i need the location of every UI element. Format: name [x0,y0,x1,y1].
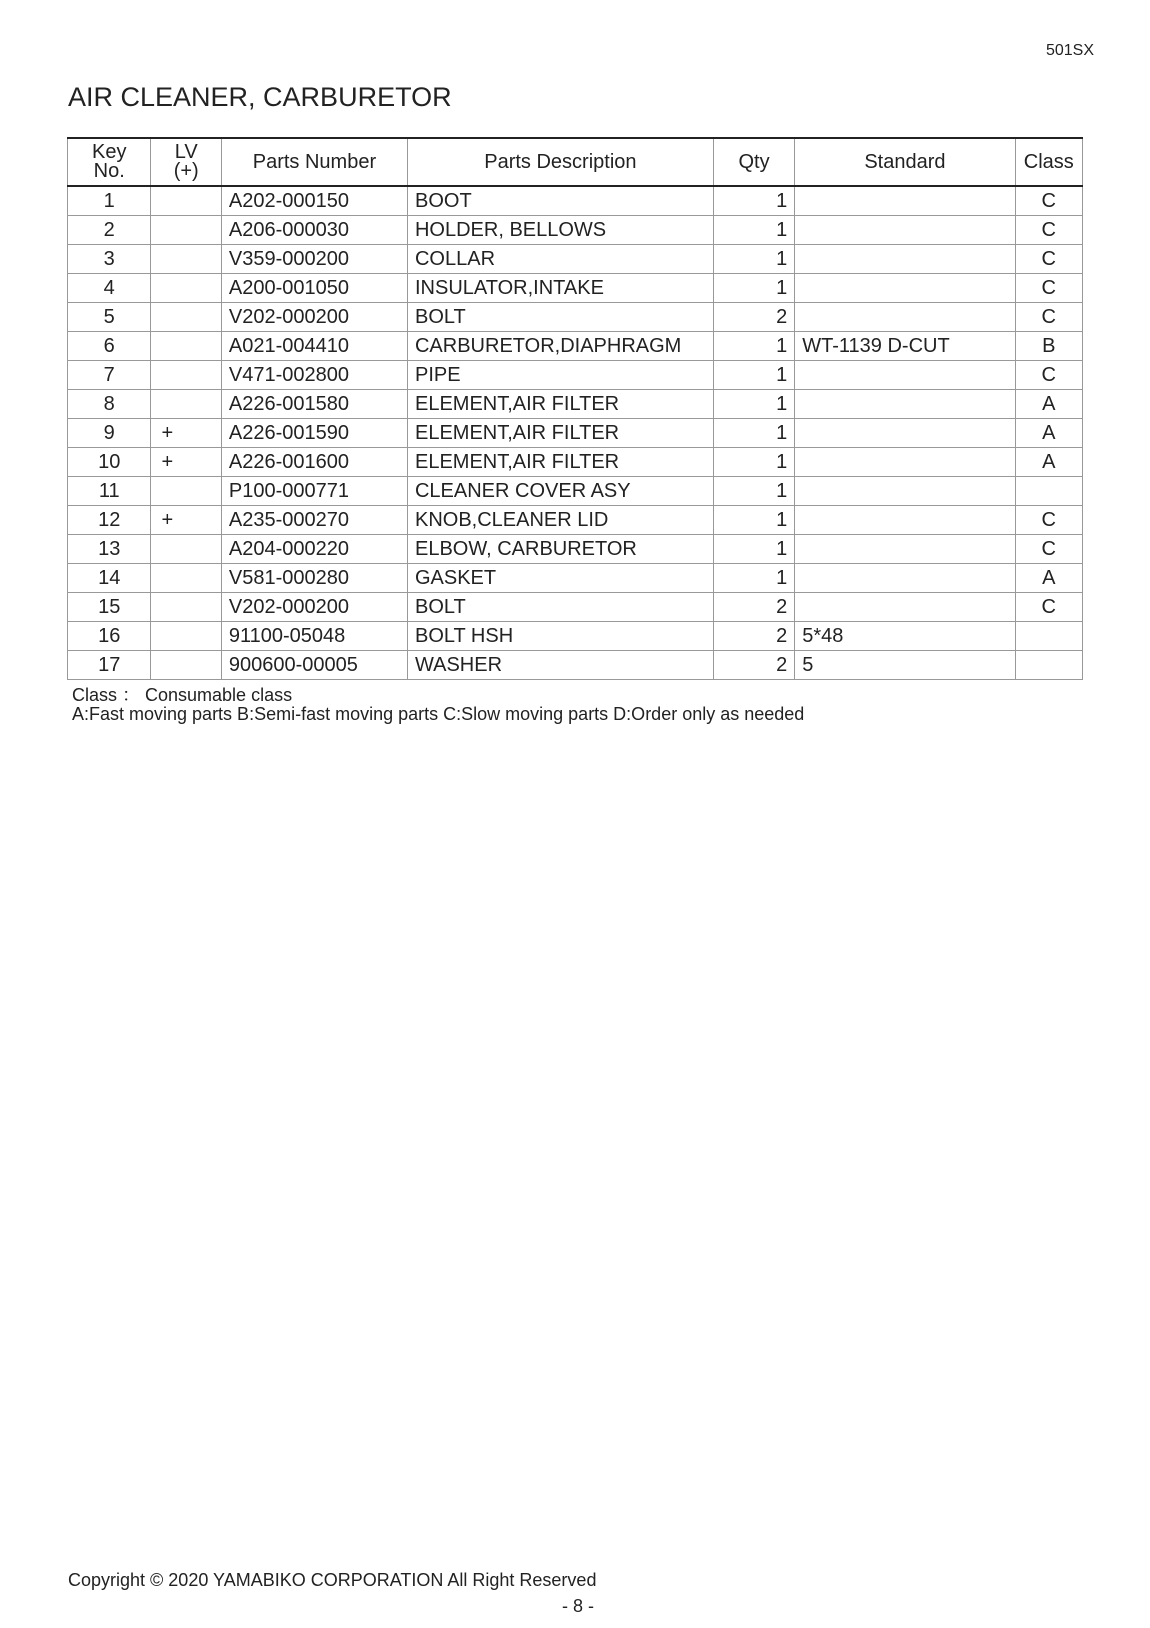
cell-key-no: 12 [68,506,151,535]
cell-class: C [1015,593,1082,622]
cell-key-no: 15 [68,593,151,622]
cell-qty: 1 [713,332,794,361]
cell-qty: 1 [713,245,794,274]
cell-standard [795,303,1015,332]
header-class: Class [1015,138,1082,186]
table-row [68,303,1083,332]
cell-qty: 2 [713,622,794,651]
header-lv-line2: (+) [173,160,199,182]
legend-line-1: Class ： Consumable class [72,685,293,705]
table-row [68,332,1083,361]
cell-description: CLEANER COVER ASY [407,477,713,506]
cell-description: BOLT HSH [407,622,713,651]
cell-description: WASHER [407,651,713,680]
cell-qty: 1 [713,506,794,535]
table-row [68,593,1083,622]
cell-standard [795,419,1015,448]
cell-key-no: 7 [68,361,151,390]
cell-class [1015,477,1082,506]
table-body [68,186,1083,680]
copyright-notice: Copyright © 2020 YAMABIKO CORPORATION All Right Reserved [68,1570,597,1590]
cell-class: C [1015,506,1082,535]
cell-part-number: A226-001590 [221,419,407,448]
cell-lv [151,390,221,419]
header-standard: Standard [795,138,1015,186]
cell-lv [151,186,221,216]
cell-key-no: 16 [68,622,151,651]
cell-part-number: 900600-00005 [221,651,407,680]
cell-part-number: V202-000200 [221,593,407,622]
cell-part-number: V202-000200 [221,303,407,332]
cell-lv [151,564,221,593]
cell-qty: 1 [713,564,794,593]
cell-class: B [1015,332,1082,361]
cell-lv [151,651,221,680]
cell-class: C [1015,216,1082,245]
cell-key-no: 5 [68,303,151,332]
cell-key-no: 9 [68,419,151,448]
cell-key-no: 10 [68,448,151,477]
cell-qty: 1 [713,419,794,448]
header-key-line2: No. [93,160,125,182]
cell-lv [151,303,221,332]
cell-part-number: A226-001580 [221,390,407,419]
cell-description: COLLAR [407,245,713,274]
cell-standard [795,361,1015,390]
class-legend [72,686,804,724]
cell-key-no: 14 [68,564,151,593]
table-row [68,622,1083,651]
cell-standard [795,245,1015,274]
cell-qty: 1 [713,361,794,390]
cell-description: INSULATOR,INTAKE [407,274,713,303]
cell-lv [151,593,221,622]
cell-class: C [1015,274,1082,303]
cell-standard [795,506,1015,535]
cell-part-number: P100-000771 [221,477,407,506]
cell-key-no: 11 [68,477,151,506]
cell-class: A [1015,448,1082,477]
cell-description: GASKET [407,564,713,593]
parts-table [67,137,1083,680]
header-description: Parts Description [407,138,713,186]
legend-line-2: A:Fast moving parts B:Semi-fast moving parts C:Slow moving parts D:Order only as needed [72,704,805,724]
cell-part-number: V581-000280 [221,564,407,593]
cell-qty: 1 [713,274,794,303]
cell-qty: 2 [713,303,794,332]
cell-class: A [1015,390,1082,419]
cell-part-number: 91100-05048 [221,622,407,651]
cell-qty: 1 [713,186,794,216]
cell-lv: + [151,419,221,448]
header-lv [151,138,221,186]
cell-part-number: A206-000030 [221,216,407,245]
cell-description: BOOT [407,186,713,216]
cell-lv [151,332,221,361]
cell-standard [795,390,1015,419]
cell-key-no: 1 [68,186,151,216]
cell-standard: 5 [795,651,1015,680]
cell-description: ELEMENT,AIR FILTER [407,419,713,448]
table-row [68,361,1083,390]
table-row [68,274,1083,303]
cell-standard [795,448,1015,477]
header-key-no [68,138,151,186]
cell-key-no: 8 [68,390,151,419]
cell-standard: WT-1139 D-CUT [795,332,1015,361]
cell-lv: + [151,506,221,535]
cell-lv [151,361,221,390]
cell-lv [151,535,221,564]
cell-qty: 1 [713,390,794,419]
cell-description: ELEMENT,AIR FILTER [407,390,713,419]
cell-standard [795,535,1015,564]
table-row [68,390,1083,419]
page-title: AIR CLEANER, CARBURETOR [68,82,452,112]
cell-standard [795,216,1015,245]
table-row [68,419,1083,448]
cell-standard [795,593,1015,622]
cell-class [1015,651,1082,680]
cell-part-number: V359-000200 [221,245,407,274]
header-lv-line1: LV [174,141,198,163]
cell-qty: 1 [713,448,794,477]
table-row [68,651,1083,680]
cell-qty: 1 [713,535,794,564]
table-row [68,245,1083,274]
cell-class [1015,622,1082,651]
table-row [68,186,1083,216]
cell-key-no: 4 [68,274,151,303]
header-qty: Qty [713,138,794,186]
model-number: 501SX [1045,42,1094,59]
header-part-number: Parts Number [221,138,407,186]
table-row [68,535,1083,564]
cell-qty: 1 [713,216,794,245]
cell-qty: 2 [713,651,794,680]
cell-qty: 1 [713,477,794,506]
table-row [68,216,1083,245]
cell-key-no: 6 [68,332,151,361]
cell-lv [151,274,221,303]
cell-description: PIPE [407,361,713,390]
cell-description: HOLDER, BELLOWS [407,216,713,245]
cell-part-number: A204-000220 [221,535,407,564]
table-row [68,448,1083,477]
cell-class: A [1015,564,1082,593]
cell-lv: + [151,448,221,477]
table-row [68,564,1083,593]
table-header [68,138,1083,186]
table-row [68,506,1083,535]
cell-key-no: 3 [68,245,151,274]
cell-part-number: A200-001050 [221,274,407,303]
cell-description: BOLT [407,593,713,622]
cell-key-no: 2 [68,216,151,245]
cell-lv [151,216,221,245]
cell-description: CARBURETOR,DIAPHRAGM [407,332,713,361]
cell-class: C [1015,245,1082,274]
cell-part-number: V471-002800 [221,361,407,390]
cell-description: BOLT [407,303,713,332]
cell-key-no: 13 [68,535,151,564]
cell-standard [795,274,1015,303]
cell-lv [151,245,221,274]
cell-part-number: A202-000150 [221,186,407,216]
page-number: - 8 - [561,1596,594,1616]
cell-description: KNOB,CLEANER LID [407,506,713,535]
cell-description: ELBOW, CARBURETOR [407,535,713,564]
cell-standard [795,564,1015,593]
cell-class: C [1015,535,1082,564]
cell-part-number: A021-004410 [221,332,407,361]
cell-standard [795,477,1015,506]
cell-part-number: A235-000270 [221,506,407,535]
table-row [68,477,1083,506]
cell-class: C [1015,186,1082,216]
cell-qty: 2 [713,593,794,622]
cell-standard [795,186,1015,216]
cell-key-no: 17 [68,651,151,680]
header-key-line1: Key [92,141,127,163]
cell-description: ELEMENT,AIR FILTER [407,448,713,477]
cell-class: C [1015,303,1082,332]
cell-lv [151,477,221,506]
cell-standard: 5*48 [795,622,1015,651]
cell-class: A [1015,419,1082,448]
header-row [68,138,1083,186]
cell-part-number: A226-001600 [221,448,407,477]
cell-lv [151,622,221,651]
cell-class: C [1015,361,1082,390]
